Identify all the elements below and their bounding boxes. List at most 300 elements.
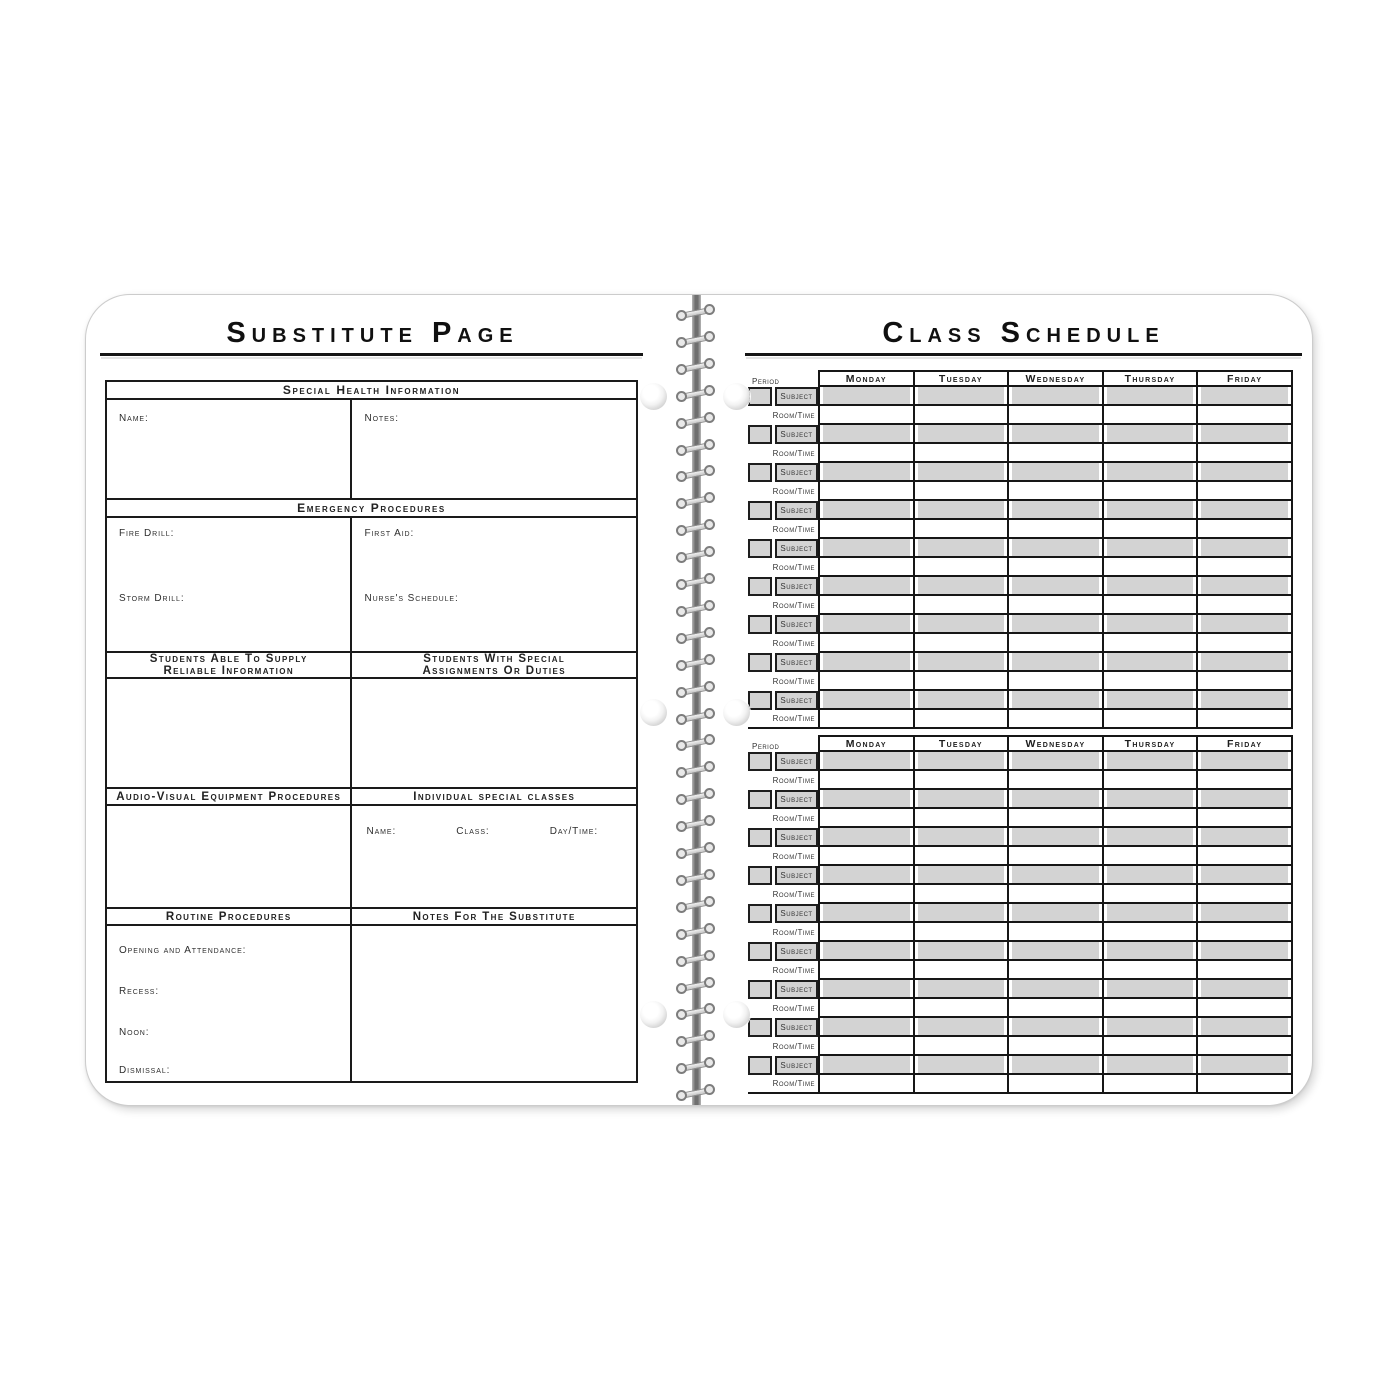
subject-row-label-area	[748, 501, 818, 520]
coil-left-loop	[676, 1063, 687, 1074]
spiral-coil	[676, 519, 715, 536]
room-time-cell	[820, 847, 913, 864]
room-time-day-cells	[818, 482, 1293, 501]
period-number-cell	[748, 463, 772, 482]
subject-row	[748, 1018, 1293, 1037]
period-number-cell	[748, 828, 772, 847]
room-time-cell	[1007, 885, 1102, 902]
subject-cell-fill	[918, 866, 1005, 883]
health-notes-cell	[352, 400, 636, 498]
spiral-coil	[676, 331, 715, 348]
coil-left-loop	[676, 310, 687, 321]
room-time-cell	[1102, 558, 1197, 575]
subject-cell	[1007, 539, 1102, 556]
subject-cell-fill	[823, 1018, 910, 1035]
room-time-row	[748, 961, 1293, 980]
subject-cell-fill	[1201, 904, 1288, 921]
subject-cell	[1007, 1018, 1102, 1035]
subject-label-cell	[775, 463, 818, 482]
coil-left-loop	[676, 848, 687, 859]
room-time-cell	[820, 634, 913, 651]
subject-row	[748, 425, 1293, 444]
subject-row-label-area	[748, 790, 818, 809]
subject-cell	[913, 752, 1008, 769]
subject-row-label-area	[748, 463, 818, 482]
coil-left-loop	[676, 794, 687, 805]
room-time-row	[748, 596, 1293, 615]
subject-cell-fill	[918, 577, 1005, 594]
coil-right-loop	[704, 681, 715, 692]
subject-row	[748, 790, 1293, 809]
subject-cell	[820, 653, 913, 670]
room-time-cell	[1007, 482, 1102, 499]
room-time-row	[748, 406, 1293, 425]
students-special-line1: Students With Special	[423, 652, 566, 665]
special-class-label: Class:	[456, 826, 490, 837]
day-header-thursday: Thursday	[1102, 372, 1197, 385]
binder-hole-right-middle	[723, 699, 750, 726]
subject-cell	[820, 425, 913, 442]
coil-left-loop	[676, 337, 687, 348]
coil-right-loop	[704, 1084, 715, 1095]
room-time-row	[748, 710, 1293, 729]
subject-label-cell	[775, 828, 818, 847]
room-time-cell	[1196, 1037, 1291, 1054]
subject-cell	[1102, 691, 1197, 708]
room-time-cell	[913, 482, 1008, 499]
subject-cell	[1007, 790, 1102, 807]
subject-cell	[1196, 1056, 1291, 1073]
coil-left-loop	[676, 875, 687, 886]
subject-cell	[820, 1056, 913, 1073]
room-time-cell	[1196, 406, 1291, 423]
subject-cell	[1196, 425, 1291, 442]
coil-right-loop	[704, 492, 715, 503]
coil-left-loop	[676, 660, 687, 671]
spiral-coil	[676, 896, 715, 913]
room-time-cell	[1007, 809, 1102, 826]
subject-day-cells	[818, 501, 1293, 520]
subject-day-cells	[818, 425, 1293, 444]
subject-cell	[820, 463, 913, 480]
subject-label: Subject	[780, 795, 813, 804]
subject-cell	[1102, 425, 1197, 442]
subject-cell	[913, 501, 1008, 518]
students-special-cell	[352, 679, 636, 787]
subject-cell-fill	[1107, 539, 1194, 556]
coil-right-loop	[704, 708, 715, 719]
room-time-label: Room/Time	[772, 411, 815, 420]
coil-right-loop	[704, 977, 715, 988]
room-time-day-cells	[818, 406, 1293, 425]
subject-cell-fill	[1012, 866, 1099, 883]
health-name-cell	[107, 400, 352, 498]
subject-cell	[820, 615, 913, 632]
students-reliable-cell	[107, 679, 352, 787]
subject-label-cell	[775, 577, 818, 596]
subject-cell	[820, 828, 913, 845]
subject-cell	[1196, 387, 1291, 404]
room-time-cell	[1196, 634, 1291, 651]
room-time-cell	[913, 596, 1008, 613]
subject-cell-fill	[823, 387, 910, 404]
subject-cell-fill	[1107, 942, 1194, 959]
subject-label: Subject	[780, 947, 813, 956]
subject-cell-fill	[1201, 425, 1288, 442]
spiral-coil	[676, 842, 715, 859]
audio-visual-cell	[107, 806, 352, 907]
room-time-label: Room/Time	[772, 487, 815, 496]
spiral-coil	[676, 492, 715, 509]
room-time-cell	[1102, 634, 1197, 651]
routine-procedures-cell	[107, 926, 352, 1081]
room-time-cell	[1196, 558, 1291, 575]
subject-cell	[1196, 942, 1291, 959]
opening-attendance-label: Opening and Attendance:	[119, 945, 247, 956]
coil-left-loop	[676, 714, 687, 725]
coil-right-loop	[704, 546, 715, 557]
subject-day-cells	[818, 1056, 1293, 1075]
room-time-cell	[1102, 406, 1197, 423]
subject-label: Subject	[780, 871, 813, 880]
subject-cell-fill	[1012, 1018, 1099, 1035]
coil-left-loop	[676, 606, 687, 617]
room-time-cell	[1196, 596, 1291, 613]
room-time-cell	[820, 771, 913, 788]
spiral-coil	[676, 869, 715, 886]
room-time-cell	[1007, 961, 1102, 978]
room-time-day-cells	[818, 961, 1293, 980]
room-time-row	[748, 923, 1293, 942]
subject-cell-fill	[823, 653, 910, 670]
day-header-wednesday: Wednesday	[1007, 737, 1102, 750]
room-time-label: Room/Time	[772, 1079, 815, 1088]
room-time-cell	[820, 1075, 913, 1092]
subject-cell	[1102, 942, 1197, 959]
room-time-cell	[1007, 710, 1102, 727]
room-time-cell	[913, 999, 1008, 1016]
subject-cell-fill	[918, 942, 1005, 959]
subject-cell	[820, 942, 913, 959]
room-time-cell	[1007, 847, 1102, 864]
coil-right-loop	[704, 896, 715, 907]
subject-cell	[1007, 904, 1102, 921]
room-time-day-cells	[818, 1037, 1293, 1056]
subject-day-cells	[818, 539, 1293, 558]
subject-row-label-area	[748, 942, 818, 961]
room-time-cell	[913, 885, 1008, 902]
period-number-cell	[748, 1018, 772, 1037]
room-time-cell	[1102, 809, 1197, 826]
coil-left-loop	[676, 471, 687, 482]
subject-row-label-area	[748, 980, 818, 999]
subject-label: Subject	[780, 833, 813, 842]
subject-cell-fill	[1107, 752, 1194, 769]
header-notes-for-substitute	[352, 909, 636, 924]
subject-cell-fill	[1107, 615, 1194, 632]
coil-left-loop	[676, 525, 687, 536]
room-time-day-cells	[818, 999, 1293, 1018]
period-label: Period	[752, 742, 780, 751]
subject-day-cells	[818, 691, 1293, 710]
subject-cell-fill	[1012, 425, 1099, 442]
header-audio-visual	[107, 789, 352, 804]
subject-cell	[913, 653, 1008, 670]
subject-cell-fill	[1107, 577, 1194, 594]
room-time-cell	[1196, 672, 1291, 689]
subject-cell-fill	[1012, 387, 1099, 404]
coil-right-loop	[704, 815, 715, 826]
nurse-schedule-label: Nurse's Schedule:	[364, 593, 459, 604]
special-name-label: Name:	[366, 826, 397, 837]
room-time-label: Room/Time	[772, 639, 815, 648]
subject-cell	[913, 980, 1008, 997]
subject-cell-fill	[823, 980, 910, 997]
subject-cell	[913, 904, 1008, 921]
coil-right-loop	[704, 385, 715, 396]
subject-cell-fill	[1201, 828, 1288, 845]
subject-cell	[820, 387, 913, 404]
period-label: Period	[752, 377, 780, 386]
room-time-cell	[1196, 1075, 1291, 1092]
subject-cell-fill	[823, 577, 910, 594]
subject-cell-fill	[823, 425, 910, 442]
period-number-cell	[748, 1056, 772, 1075]
subject-label: Subject	[780, 1061, 813, 1070]
subject-day-cells	[818, 577, 1293, 596]
room-time-cell	[1102, 961, 1197, 978]
emergency-right-cell	[352, 518, 636, 651]
subject-cell	[820, 866, 913, 883]
students-special-line2: Assignments Or Duties	[422, 665, 567, 677]
subject-cell	[1007, 653, 1102, 670]
coil-left-loop	[676, 364, 687, 375]
room-time-cell	[820, 596, 913, 613]
period-number-cell	[748, 425, 772, 444]
room-time-row	[748, 847, 1293, 866]
notes-for-substitute-cell	[352, 926, 636, 1081]
room-time-cell	[1007, 999, 1102, 1016]
room-time-cell	[913, 809, 1008, 826]
room-time-row	[748, 999, 1293, 1018]
room-time-row	[748, 520, 1293, 539]
room-time-cell	[913, 558, 1008, 575]
right-title-underline	[745, 353, 1302, 356]
subject-row	[748, 501, 1293, 520]
subject-cell-fill	[823, 463, 910, 480]
subject-cell	[1007, 752, 1102, 769]
spiral-coil	[676, 1003, 715, 1020]
name-label: Name:	[119, 413, 149, 424]
schedule-header-row	[748, 735, 1293, 752]
subject-label-cell	[775, 387, 818, 406]
subject-label-cell	[775, 1056, 818, 1075]
room-time-row	[748, 1037, 1293, 1056]
room-time-cell	[820, 406, 913, 423]
subject-cell-fill	[1107, 653, 1194, 670]
period-number-cell	[748, 539, 772, 558]
room-time-cell	[1196, 847, 1291, 864]
subject-cell	[1196, 752, 1291, 769]
room-time-day-cells	[818, 634, 1293, 653]
subject-cell-fill	[918, 387, 1005, 404]
subject-cell	[1102, 539, 1197, 556]
coil-right-loop	[704, 761, 715, 772]
subject-label-cell	[775, 980, 818, 999]
room-time-day-cells	[818, 558, 1293, 577]
subject-cell	[1196, 980, 1291, 997]
routine-notes-body	[107, 926, 636, 1081]
subject-cell-fill	[1201, 691, 1288, 708]
subject-label-cell	[775, 539, 818, 558]
subject-cell	[1102, 790, 1197, 807]
subject-label-cell	[775, 1018, 818, 1037]
subject-cell	[820, 980, 913, 997]
subject-day-cells	[818, 980, 1293, 999]
subject-cell-fill	[918, 752, 1005, 769]
subject-cell-fill	[1012, 1056, 1099, 1073]
spiral-coil	[676, 950, 715, 967]
coil-left-loop	[676, 498, 687, 509]
subject-cell-fill	[1012, 752, 1099, 769]
subject-row	[748, 828, 1293, 847]
subject-label-cell	[775, 615, 818, 634]
subject-cell	[1196, 866, 1291, 883]
room-time-cell	[820, 999, 913, 1016]
subject-day-cells	[818, 790, 1293, 809]
schedule-header-row	[748, 370, 1293, 387]
coil-left-loop	[676, 579, 687, 590]
subject-row	[748, 752, 1293, 771]
spiral-coil	[676, 681, 715, 698]
subject-cell-fill	[1201, 866, 1288, 883]
special-health-body	[107, 400, 636, 500]
subject-cell-fill	[918, 790, 1005, 807]
subject-cell-fill	[1201, 463, 1288, 480]
subject-cell-fill	[1107, 691, 1194, 708]
subject-cell-fill	[823, 942, 910, 959]
room-time-cell	[820, 710, 913, 727]
subject-cell-fill	[823, 866, 910, 883]
room-time-label: Room/Time	[772, 525, 815, 534]
room-time-cell	[820, 482, 913, 499]
spiral-coil	[676, 654, 715, 671]
subject-label: Subject	[780, 468, 813, 477]
subject-day-cells	[818, 653, 1293, 672]
header-special-health: Special Health Information	[107, 382, 636, 400]
subject-row	[748, 942, 1293, 961]
day-header-thursday: Thursday	[1102, 737, 1197, 750]
subject-cell	[1102, 1056, 1197, 1073]
room-time-day-cells	[818, 885, 1293, 904]
subject-cell	[1196, 790, 1291, 807]
subject-cell-fill	[1107, 866, 1194, 883]
coil-right-loop	[704, 600, 715, 611]
room-time-day-cells	[818, 672, 1293, 691]
room-time-day-cells	[818, 847, 1293, 866]
room-time-label: Room/Time	[772, 714, 815, 723]
subject-cell-fill	[1201, 387, 1288, 404]
binder-hole-left-middle	[640, 699, 667, 726]
spiral-coil	[676, 1057, 715, 1074]
room-time-cell	[913, 710, 1008, 727]
subject-cell	[1007, 463, 1102, 480]
subject-cell	[1196, 691, 1291, 708]
subject-cell	[913, 577, 1008, 594]
recess-label: Recess:	[119, 986, 160, 997]
coil-right-loop	[704, 331, 715, 342]
period-number-cell	[748, 653, 772, 672]
subject-row	[748, 866, 1293, 885]
day-header-friday: Friday	[1196, 372, 1291, 385]
room-time-label: Room/Time	[772, 1004, 815, 1013]
room-time-cell	[820, 809, 913, 826]
subject-label-cell	[775, 653, 818, 672]
room-time-day-cells	[818, 444, 1293, 463]
subject-cell-fill	[918, 425, 1005, 442]
subject-cell-fill	[1012, 904, 1099, 921]
subject-cell	[820, 691, 913, 708]
subject-cell-fill	[823, 752, 910, 769]
subject-cell-fill	[1012, 501, 1099, 518]
audio-visual-header-text: Audio-Visual Equipment Procedures	[116, 790, 342, 803]
period-number-cell	[748, 790, 772, 809]
subject-label-cell	[775, 790, 818, 809]
period-number-cell	[748, 752, 772, 771]
routine-notes-headers	[107, 909, 636, 926]
subject-cell	[913, 828, 1008, 845]
subject-row	[748, 387, 1293, 406]
coil-right-loop	[704, 788, 715, 799]
room-time-cell	[1102, 672, 1197, 689]
coil-left-loop	[676, 445, 687, 456]
room-time-day-cells	[818, 809, 1293, 828]
subject-cell	[1102, 463, 1197, 480]
subject-day-cells	[818, 752, 1293, 771]
spiral-coil	[676, 546, 715, 563]
subject-cell	[1102, 752, 1197, 769]
coil-right-loop	[704, 1057, 715, 1068]
room-time-cell	[1196, 482, 1291, 499]
spiral-coil	[676, 439, 715, 456]
room-time-cell	[913, 847, 1008, 864]
spiral-coil	[676, 977, 715, 994]
room-time-cell	[1102, 482, 1197, 499]
subject-cell	[913, 691, 1008, 708]
room-time-day-cells	[818, 1075, 1293, 1092]
subject-cell-fill	[918, 501, 1005, 518]
coil-right-loop	[704, 439, 715, 450]
subject-cell	[1007, 691, 1102, 708]
coil-right-loop	[704, 465, 715, 476]
subject-cell-fill	[1201, 790, 1288, 807]
subject-cell-fill	[1012, 828, 1099, 845]
room-time-cell	[1196, 999, 1291, 1016]
coil-left-loop	[676, 1009, 687, 1020]
subject-label: Subject	[780, 582, 813, 591]
subject-cell-fill	[1012, 790, 1099, 807]
room-time-cell	[820, 520, 913, 537]
subject-cell	[1007, 866, 1102, 883]
spiral-coil	[676, 304, 715, 321]
room-time-cell	[820, 1037, 913, 1054]
coil-right-loop	[704, 950, 715, 961]
coil-left-loop	[676, 929, 687, 940]
coil-left-loop	[676, 391, 687, 402]
subject-cell-fill	[823, 691, 910, 708]
subject-cell	[1196, 501, 1291, 518]
first-aid-label: First Aid:	[364, 528, 415, 539]
